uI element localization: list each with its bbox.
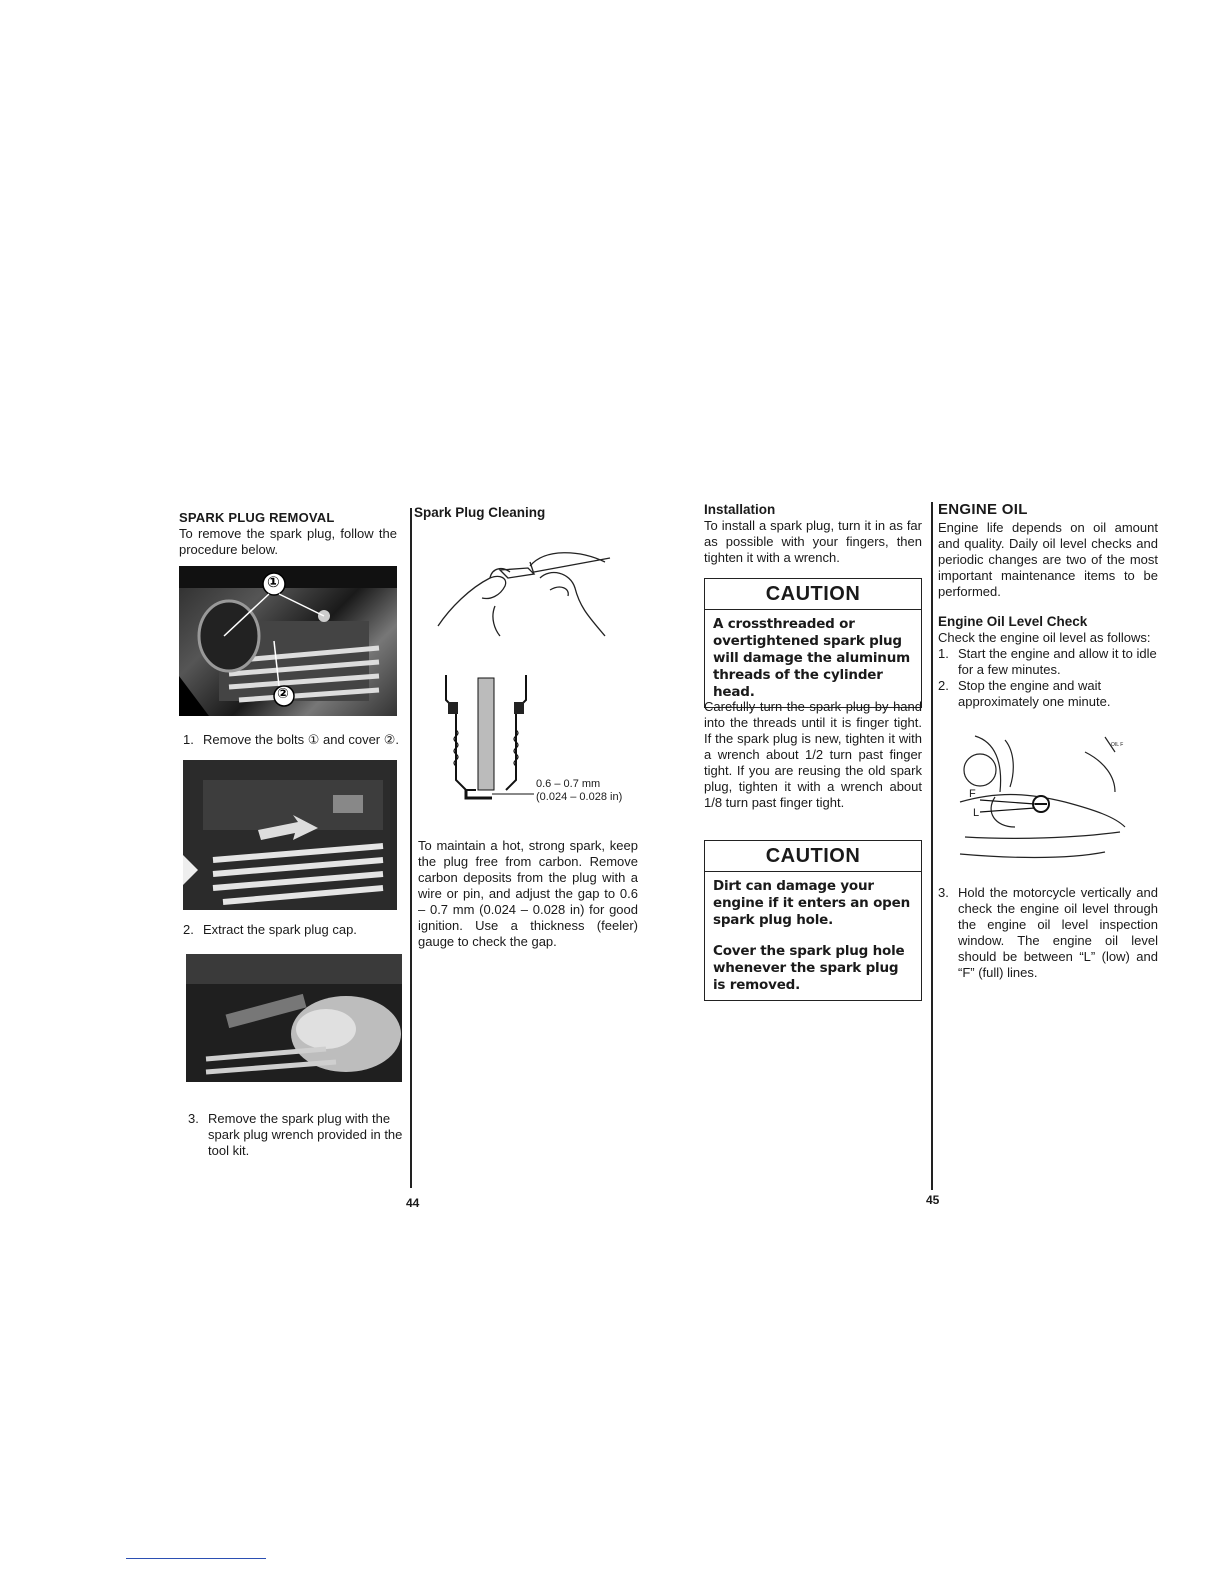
gap-label-mm: 0.6 – 0.7 mm (536, 778, 601, 790)
right-col1 (704, 502, 922, 566)
diagram-label-oil: OIL F (1111, 742, 1124, 748)
left-col1 (179, 510, 397, 558)
right-col2 (938, 502, 1158, 710)
step-1: 1. Remove the bolts ① and cover ②. (183, 732, 400, 747)
caution-text-2b: Cover the spark plug hole whenever the spark plug is removed. (713, 943, 905, 993)
footnote-rule (126, 1558, 266, 1559)
oil-inspection-window-icon (955, 732, 1135, 862)
hand-cleaning-plug-icon (430, 548, 620, 638)
caution-box-1 (704, 578, 922, 708)
section-heading-spark-plug-cleaning: Spark Plug Cleaning (414, 505, 546, 520)
photo-spark-plug-wrench (186, 954, 402, 1082)
engine-oil-intro: Engine life depends on oil amount and quality. Daily oil level checks and periodic changes are two of the most important maintenance items to be performed. (938, 520, 1158, 599)
oil-step-3-wrap (938, 885, 1158, 981)
oil-step-2: 2. Stop the engine and wait approximately one minute. (938, 678, 1111, 709)
photo-bolts-and-cover (179, 566, 397, 716)
caution-box-2 (704, 840, 922, 1001)
cleaning-body-text: To maintain a hot, strong spark, keep the plug free from carbon. Remove carbon deposits from the plug with a wire or pin, and adjust the gap to 0.6 – 0.7 mm (0.024 – 0.028 in) for good ignition. Use a thickness (feeler) gauge to check the gap. (418, 838, 638, 949)
caution-title-2: CAUTION (705, 841, 921, 872)
engine-photo-illustration-2 (183, 760, 397, 910)
callout-2: ② (277, 685, 289, 701)
caution-text-2a: Dirt can damage your engine if it enters an open spark plug hole. (713, 878, 911, 928)
caution-title-1: CAUTION (705, 579, 921, 610)
callout-1: ① (267, 574, 280, 591)
step-2-text: Extract the spark plug cap. (203, 922, 357, 937)
diagram-label-full: F (969, 788, 976, 800)
photo-spark-plug-cap (183, 760, 397, 910)
page-number-44: 44 (406, 1196, 420, 1210)
section-heading-spark-plug-removal: SPARK PLUG REMOVAL (179, 510, 335, 525)
gap-label-in: (0.024 – 0.028 in) (536, 791, 623, 803)
oil-step-3: 3. Hold the motorcycle vertically and check the engine oil level through the engine oil level inspection window. The engine oil level should be between “L” (low) and “F” (full) lines. (938, 885, 1158, 980)
intro-text: To remove the spark plug, follow the procedure below. (179, 526, 397, 557)
page-number-45: 45 (926, 1193, 940, 1207)
oil-check-lead: Check the engine oil level as follows: (938, 630, 1151, 645)
step-3: 3. Remove the spark plug with the spark plug wrench provided in the tool kit. (188, 1111, 406, 1159)
column-divider-left (410, 508, 412, 1188)
cleaning-illustration (430, 548, 620, 638)
spark-plug-cross-section-icon (436, 670, 536, 805)
installation-intro: To install a spark plug, turn it in as far as possible with your fingers, then tighten it with a wrench. (704, 518, 922, 565)
section-heading-installation: Installation (704, 502, 776, 517)
step-3-text: Remove the spark plug with the spark plug wrench provided in the tool kit. (208, 1111, 403, 1158)
cleaning-body (418, 838, 638, 950)
installation-body-text: Carefully turn the spark plug by hand into the threads until it is finger tight. If the spark plug is new, tighten it with a wrench about 1/2 turn past finger tight. If you are reusing the old spark plug, tighten it with a wrench about 1/8 turn past finger tight. (704, 699, 922, 810)
column-divider-right (931, 502, 933, 1190)
step-2: 2. Extract the spark plug cap. (183, 922, 357, 937)
step-1-text: Remove the bolts ① and cover ②. (203, 732, 400, 747)
installation-body (704, 699, 922, 811)
oil-step-1: 1. Start the engine and allow it to idle for a few minutes. (938, 646, 1157, 677)
diagram-label-low: L (973, 807, 980, 819)
spark-plug-gap-diagram (436, 670, 626, 805)
oil-level-diagram (955, 732, 1135, 862)
engine-photo-illustration-3 (186, 954, 402, 1082)
subheading-oil-level-check: Engine Oil Level Check (938, 614, 1088, 629)
section-heading-engine-oil: ENGINE OIL (938, 501, 1028, 518)
caution-text-1: A crossthreaded or overtightened spark plug will damage the aluminum threads of the cylinder head. (713, 616, 910, 700)
